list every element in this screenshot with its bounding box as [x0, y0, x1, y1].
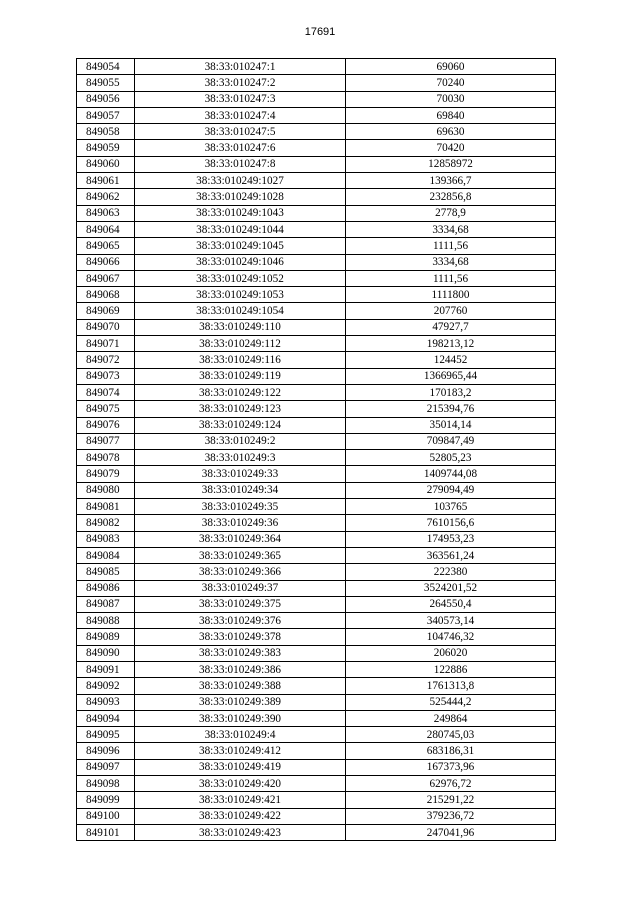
cadastral-number-cell: 38:33:010249:390 — [135, 710, 346, 726]
cadastral-number-cell: 38:33:010249:1046 — [135, 254, 346, 270]
cadastral-value-cell: 1111800 — [346, 287, 556, 303]
cadastral-value-cell: 198213,12 — [346, 336, 556, 352]
cadastral-number-cell: 38:33:010249:36 — [135, 515, 346, 531]
cadastral-number-cell: 38:33:010249:1053 — [135, 287, 346, 303]
table-row — [77, 91, 556, 107]
table-row — [77, 759, 556, 775]
table-row — [77, 515, 556, 531]
cadastral-value-cell: 139366,7 — [346, 173, 556, 189]
cadastral-number-cell: 38:33:010249:1043 — [135, 205, 346, 221]
cadastral-number-cell: 38:33:010249:3 — [135, 450, 346, 466]
cadastral-value-cell: 206020 — [346, 645, 556, 661]
row-id-cell: 849055 — [77, 75, 135, 91]
table-row — [77, 482, 556, 498]
cadastral-value-cell: 1111,56 — [346, 270, 556, 286]
row-id-cell: 849054 — [77, 59, 135, 75]
table-row — [77, 156, 556, 172]
table-row — [77, 596, 556, 612]
row-id-cell: 849084 — [77, 547, 135, 563]
cadastral-value-cell: 379236,72 — [346, 808, 556, 824]
table-row — [77, 808, 556, 824]
row-id-cell: 849070 — [77, 319, 135, 335]
table-row — [77, 629, 556, 645]
table-row — [77, 743, 556, 759]
table-row — [77, 336, 556, 352]
cadastral-value-cell: 170183,2 — [346, 384, 556, 400]
row-id-cell: 849075 — [77, 401, 135, 417]
cadastral-number-cell: 38:33:010247:8 — [135, 156, 346, 172]
table-row — [77, 417, 556, 433]
cadastral-number-cell: 38:33:010249:375 — [135, 596, 346, 612]
row-id-cell: 849062 — [77, 189, 135, 205]
table-row — [77, 547, 556, 563]
cadastral-value-cell: 280745,03 — [346, 727, 556, 743]
cadastral-value-cell: 70240 — [346, 75, 556, 91]
cadastral-number-cell: 38:33:010249:412 — [135, 743, 346, 759]
table-row — [77, 694, 556, 710]
row-id-cell: 849065 — [77, 238, 135, 254]
cadastral-value-cell: 174953,23 — [346, 531, 556, 547]
cadastral-number-cell: 38:33:010249:35 — [135, 499, 346, 515]
row-id-cell: 849067 — [77, 270, 135, 286]
table-row — [77, 384, 556, 400]
cadastral-value-table — [76, 58, 556, 841]
cadastral-number-cell: 38:33:010247:6 — [135, 140, 346, 156]
cadastral-number-cell: 38:33:010247:2 — [135, 75, 346, 91]
table-row — [77, 661, 556, 677]
table-row — [77, 352, 556, 368]
table-row — [77, 499, 556, 515]
cadastral-number-cell: 38:33:010249:1045 — [135, 238, 346, 254]
cadastral-number-cell: 38:33:010249:388 — [135, 678, 346, 694]
row-id-cell: 849056 — [77, 91, 135, 107]
table-row — [77, 368, 556, 384]
cadastral-value-cell: 363561,24 — [346, 547, 556, 563]
cadastral-number-cell: 38:33:010249:4 — [135, 727, 346, 743]
cadastral-number-cell: 38:33:010249:421 — [135, 792, 346, 808]
cadastral-number-cell: 38:33:010249:383 — [135, 645, 346, 661]
cadastral-number-cell: 38:33:010249:34 — [135, 482, 346, 498]
cadastral-value-cell: 2778,9 — [346, 205, 556, 221]
cadastral-value-cell: 3334,68 — [346, 254, 556, 270]
table-row — [77, 580, 556, 596]
row-id-cell: 849090 — [77, 645, 135, 661]
cadastral-number-cell: 38:33:010249:1044 — [135, 221, 346, 237]
row-id-cell: 849100 — [77, 808, 135, 824]
cadastral-number-cell: 38:33:010249:110 — [135, 319, 346, 335]
row-id-cell: 849092 — [77, 678, 135, 694]
table-row — [77, 270, 556, 286]
cadastral-value-cell: 1761313,8 — [346, 678, 556, 694]
cadastral-number-cell: 38:33:010249:423 — [135, 824, 346, 840]
row-id-cell: 849072 — [77, 352, 135, 368]
row-id-cell: 849073 — [77, 368, 135, 384]
cadastral-number-cell: 38:33:010249:364 — [135, 531, 346, 547]
cadastral-value-cell: 215291,22 — [346, 792, 556, 808]
table-row — [77, 401, 556, 417]
table-row — [77, 107, 556, 123]
cadastral-value-cell: 340573,14 — [346, 613, 556, 629]
cadastral-value-cell: 683186,31 — [346, 743, 556, 759]
table-row — [77, 531, 556, 547]
cadastral-value-cell: 247041,96 — [346, 824, 556, 840]
cadastral-value-cell: 47927,7 — [346, 319, 556, 335]
row-id-cell: 849094 — [77, 710, 135, 726]
table-row — [77, 645, 556, 661]
cadastral-number-cell: 38:33:010249:389 — [135, 694, 346, 710]
row-id-cell: 849078 — [77, 450, 135, 466]
cadastral-value-cell: 35014,14 — [346, 417, 556, 433]
table-row — [77, 792, 556, 808]
table-row — [77, 613, 556, 629]
cadastral-value-cell: 69060 — [346, 59, 556, 75]
cadastral-number-cell: 38:33:010249:124 — [135, 417, 346, 433]
cadastral-value-cell: 207760 — [346, 303, 556, 319]
row-id-cell: 849079 — [77, 466, 135, 482]
row-id-cell: 849086 — [77, 580, 135, 596]
row-id-cell: 849097 — [77, 759, 135, 775]
cadastral-value-cell: 232856,8 — [346, 189, 556, 205]
table-row — [77, 173, 556, 189]
table-row — [77, 564, 556, 580]
row-id-cell: 849098 — [77, 776, 135, 792]
cadastral-number-cell: 38:33:010249:365 — [135, 547, 346, 563]
cadastral-value-cell: 279094,49 — [346, 482, 556, 498]
row-id-cell: 849091 — [77, 661, 135, 677]
row-id-cell: 849081 — [77, 499, 135, 515]
cadastral-number-cell: 38:33:010249:366 — [135, 564, 346, 580]
cadastral-number-cell: 38:33:010249:122 — [135, 384, 346, 400]
row-id-cell: 849080 — [77, 482, 135, 498]
table-row — [77, 727, 556, 743]
row-id-cell: 849099 — [77, 792, 135, 808]
cadastral-value-cell: 70420 — [346, 140, 556, 156]
table-row — [77, 75, 556, 91]
row-id-cell: 849082 — [77, 515, 135, 531]
cadastral-value-cell: 70030 — [346, 91, 556, 107]
row-id-cell: 849064 — [77, 221, 135, 237]
row-id-cell: 849093 — [77, 694, 135, 710]
row-id-cell: 849066 — [77, 254, 135, 270]
cadastral-number-cell: 38:33:010249:376 — [135, 613, 346, 629]
cadastral-value-cell: 3334,68 — [346, 221, 556, 237]
row-id-cell: 849068 — [77, 287, 135, 303]
row-id-cell: 849101 — [77, 824, 135, 840]
cadastral-value-cell: 222380 — [346, 564, 556, 580]
cadastral-value-cell: 709847,49 — [346, 433, 556, 449]
table-row — [77, 466, 556, 482]
cadastral-value-cell: 167373,96 — [346, 759, 556, 775]
table-row — [77, 238, 556, 254]
cadastral-number-cell: 38:33:010249:2 — [135, 433, 346, 449]
cadastral-number-cell: 38:33:010249:420 — [135, 776, 346, 792]
table-row — [77, 287, 556, 303]
cadastral-value-cell: 103765 — [346, 499, 556, 515]
table-row — [77, 124, 556, 140]
cadastral-value-cell: 1409744,08 — [346, 466, 556, 482]
cadastral-number-cell: 38:33:010249:112 — [135, 336, 346, 352]
cadastral-number-cell: 38:33:010247:1 — [135, 59, 346, 75]
table-row — [77, 303, 556, 319]
row-id-cell: 849071 — [77, 336, 135, 352]
cadastral-value-cell: 3524201,52 — [346, 580, 556, 596]
row-id-cell: 849059 — [77, 140, 135, 156]
table-body — [77, 59, 556, 841]
row-id-cell: 849087 — [77, 596, 135, 612]
cadastral-number-cell: 38:33:010249:116 — [135, 352, 346, 368]
cadastral-value-cell: 7610156,6 — [346, 515, 556, 531]
row-id-cell: 849063 — [77, 205, 135, 221]
row-id-cell: 849085 — [77, 564, 135, 580]
table-row — [77, 450, 556, 466]
cadastral-number-cell: 38:33:010247:4 — [135, 107, 346, 123]
row-id-cell: 849060 — [77, 156, 135, 172]
cadastral-value-cell: 122886 — [346, 661, 556, 677]
row-id-cell: 849088 — [77, 613, 135, 629]
cadastral-number-cell: 38:33:010249:1028 — [135, 189, 346, 205]
table-row — [77, 710, 556, 726]
cadastral-number-cell: 38:33:010249:1054 — [135, 303, 346, 319]
cadastral-value-cell: 1111,56 — [346, 238, 556, 254]
row-id-cell: 849083 — [77, 531, 135, 547]
cadastral-number-cell: 38:33:010249:123 — [135, 401, 346, 417]
cadastral-number-cell: 38:33:010249:119 — [135, 368, 346, 384]
table-row — [77, 678, 556, 694]
cadastral-value-cell: 52805,23 — [346, 450, 556, 466]
table-row — [77, 319, 556, 335]
cadastral-value-cell: 104746,32 — [346, 629, 556, 645]
cadastral-value-cell: 69630 — [346, 124, 556, 140]
table-row — [77, 205, 556, 221]
table-row — [77, 254, 556, 270]
table-row — [77, 140, 556, 156]
cadastral-value-cell: 264550,4 — [346, 596, 556, 612]
table-row — [77, 59, 556, 75]
row-id-cell: 849058 — [77, 124, 135, 140]
page-number: 17691 — [304, 26, 336, 38]
cadastral-value-cell: 12858972 — [346, 156, 556, 172]
cadastral-value-cell: 215394,76 — [346, 401, 556, 417]
cadastral-value-cell: 249864 — [346, 710, 556, 726]
table-row — [77, 433, 556, 449]
row-id-cell: 849076 — [77, 417, 135, 433]
table-row — [77, 776, 556, 792]
table-row — [77, 221, 556, 237]
row-id-cell: 849095 — [77, 727, 135, 743]
row-id-cell: 849069 — [77, 303, 135, 319]
cadastral-value-cell: 69840 — [346, 107, 556, 123]
cadastral-number-cell: 38:33:010247:5 — [135, 124, 346, 140]
cadastral-number-cell: 38:33:010249:33 — [135, 466, 346, 482]
row-id-cell: 849061 — [77, 173, 135, 189]
cadastral-number-cell: 38:33:010249:422 — [135, 808, 346, 824]
cadastral-value-cell: 124452 — [346, 352, 556, 368]
cadastral-number-cell: 38:33:010247:3 — [135, 91, 346, 107]
cadastral-number-cell: 38:33:010249:1027 — [135, 173, 346, 189]
cadastral-number-cell: 38:33:010249:378 — [135, 629, 346, 645]
cadastral-number-cell: 38:33:010249:1052 — [135, 270, 346, 286]
table-row — [77, 189, 556, 205]
cadastral-number-cell: 38:33:010249:37 — [135, 580, 346, 596]
cadastral-number-cell: 38:33:010249:386 — [135, 661, 346, 677]
table-row — [77, 824, 556, 840]
cadastral-value-cell: 525444,2 — [346, 694, 556, 710]
row-id-cell: 849074 — [77, 384, 135, 400]
cadastral-number-cell: 38:33:010249:419 — [135, 759, 346, 775]
row-id-cell: 849057 — [77, 107, 135, 123]
row-id-cell: 849077 — [77, 433, 135, 449]
row-id-cell: 849096 — [77, 743, 135, 759]
row-id-cell: 849089 — [77, 629, 135, 645]
cadastral-value-cell: 1366965,44 — [346, 368, 556, 384]
cadastral-value-cell: 62976,72 — [346, 776, 556, 792]
